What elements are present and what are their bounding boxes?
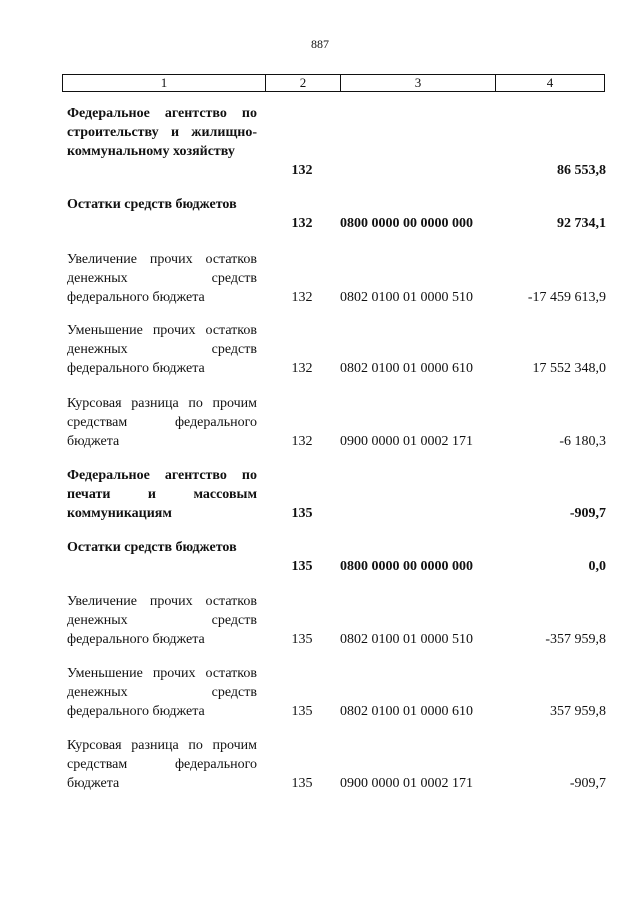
row-code: 135 [291,559,313,574]
row-name: Курсовая разница по прочим средствам федерального бюджета [67,396,257,449]
row-kbk: 0802 0100 01 0000 510 [340,290,473,305]
row-code: 132 [291,361,313,376]
row-name: Курсовая разница по прочим средствам федерального бюджета [67,738,257,791]
row-name: Уменьшение прочих остатков денежных средств федерального бюджета [67,666,257,719]
row-name: Увеличение прочих остатков денежных средств федерального бюджета [67,594,257,647]
row-amount: 17 552 348,0 [532,361,606,376]
row-kbk: 0802 0100 01 0000 610 [340,704,473,719]
row-amount: -6 180,3 [559,434,606,449]
row-kbk: 0802 0100 01 0000 510 [340,632,473,647]
row-code: 135 [291,632,313,647]
page-number: 887 [311,37,329,51]
row-amount: -909,7 [569,776,606,791]
row-code: 132 [291,290,313,305]
row-amount: 92 734,1 [557,216,606,231]
row-kbk: 0900 0000 01 0002 171 [340,434,473,449]
row-kbk: 0802 0100 01 0000 610 [340,361,473,376]
row-code: 132 [291,163,313,178]
row-name: Федеральное агентство по печати и массовым коммуникациям [67,468,257,521]
row-code: 132 [291,216,313,231]
header-col-1: 1 [63,75,266,91]
row-name: Остатки средств бюджетов [67,197,237,212]
header-col-4: 4 [546,75,554,90]
row-name: Увеличение прочих остатков денежных средств федерального бюджета [67,252,257,305]
row-amount: 86 553,8 [557,163,606,178]
row-kbk: 0800 0000 00 0000 000 [340,559,473,574]
row-code: 135 [291,776,313,791]
row-amount: -357 959,8 [545,632,606,647]
row-kbk: 0900 0000 01 0002 171 [340,776,473,791]
header-col-2: 2 [266,75,341,91]
row-name: Федеральное агентство по строительству и жилищно-коммунальному хозяйству [67,106,257,159]
row-kbk: 0800 0000 00 0000 000 [340,216,473,231]
row-name: Уменьшение прочих остатков денежных средств федерального бюджета [67,323,257,376]
row-amount: 0,0 [588,559,606,574]
row-code: 135 [291,704,313,719]
table-header [62,74,605,92]
row-amount: -909,7 [569,506,606,521]
row-amount: 357 959,8 [550,704,606,719]
row-code: 132 [291,434,313,449]
header-col-3: 3 [341,75,496,91]
row-name: Остатки средств бюджетов [67,540,237,555]
row-amount: -17 459 613,9 [527,290,606,305]
row-code: 135 [291,506,313,521]
